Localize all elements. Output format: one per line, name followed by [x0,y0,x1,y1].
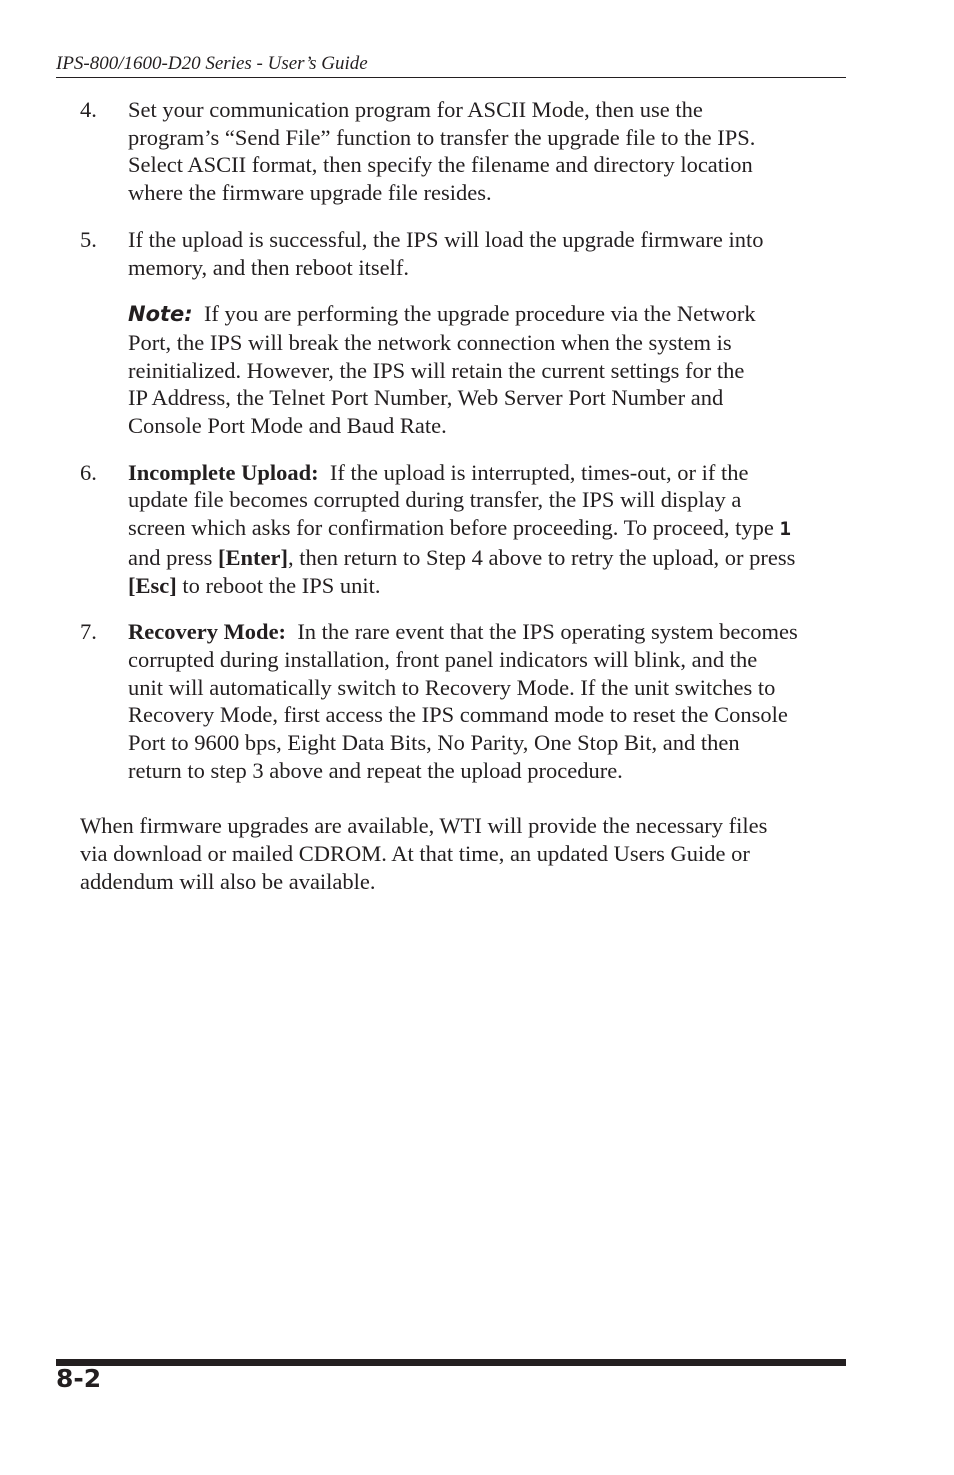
step-text-line [128,514,850,544]
page-body [80,96,850,896]
step-number: 7. [80,619,97,645]
closing-paragraph [80,812,850,895]
step-text-line: unit will automatically switch to Recovery Mode. If the unit switches to [128,674,776,700]
step-text: In the rare event that the IPS operating system becomes [297,619,798,645]
step-text: to reboot the IPS unit. [182,572,381,598]
step-number: 4. [80,97,97,122]
note-text-line: Console Port Mode and Baud Rate. [128,413,447,439]
key-one: 1 [779,518,791,541]
step-text-line: If the upload is successful, the IPS will load the upgrade firmware into [128,226,764,252]
footer-divider [56,1359,846,1366]
step-text-line: where the firmware upgrade file resides. [128,180,492,206]
note-text-line: Port, the IPS will break the network connection when the system is [128,329,732,355]
step-text-line: Recovery Mode, first access the IPS command mode to reset the Console [128,702,788,728]
page-number: 8-2 [56,1364,102,1393]
step-text-line: program’s “Send File” function to transfer the upgrade file to the IPS. [128,124,756,150]
step-4 [80,96,850,207]
step-heading: Recovery Mode: [128,619,287,645]
note-text: If you are performing the upgrade procedure via the Network [203,301,756,327]
step-text-line: Port to 9600 bps, Eight Data Bits, No Parity, One Stop Bit, and then [128,730,740,756]
paragraph-line: When firmware upgrades are available, WTI will provide the necessary files [80,813,768,839]
step-text-line [128,459,850,487]
running-header: IPS-800/1600-D20 Series - User’s Guide [56,53,368,74]
step-text-line: Select ASCII format, then specify the filename and directory location [128,152,753,178]
paragraph-line: addendum will also be available. [80,868,376,894]
step-text-line: update file becomes corrupted during transfer, the IPS will display a [128,487,742,513]
esc-key-label: [Esc] [128,572,177,598]
step-text: and press [128,544,213,570]
step-text-line [128,618,850,646]
step-text: If the upload is interrupted, times-out, or if the [329,459,749,485]
step-text: , then return to Step 4 above to retry the upload, or press [287,544,796,570]
note-text-line: IP Address, the Telnet Port Number, Web Server Port Number and [128,385,724,411]
step-text-line: return to step 3 above and repeat the upload procedure. [128,757,623,783]
step-text-line: corrupted during installation, front panel indicators will blink, and the [128,646,758,672]
step-text-line: memory, and then reboot itself. [128,254,409,280]
note-text-line: reinitialized. However, the IPS will retain the current settings for the [128,357,745,383]
step-heading: Incomplete Upload: [128,459,319,485]
step-number: 6. [80,459,97,485]
step-number: 5. [80,226,97,252]
note-label: Note: [128,302,193,327]
note-block [128,300,850,440]
header-divider [56,77,846,78]
step-6 [80,459,850,600]
step-text-line [128,572,850,600]
step-text-line [128,544,850,572]
paragraph-line: via download or mailed CDROM. At that time, an updated Users Guide or [80,841,750,867]
note-first-line [128,300,850,329]
step-5 [80,226,850,440]
step-text: screen which asks for confirmation before proceeding. To proceed, type [128,515,774,541]
step-text-line: Set your communication program for ASCII Mode, then use the [128,97,703,122]
step-7 [80,618,850,784]
enter-key-label: [Enter] [217,544,288,570]
